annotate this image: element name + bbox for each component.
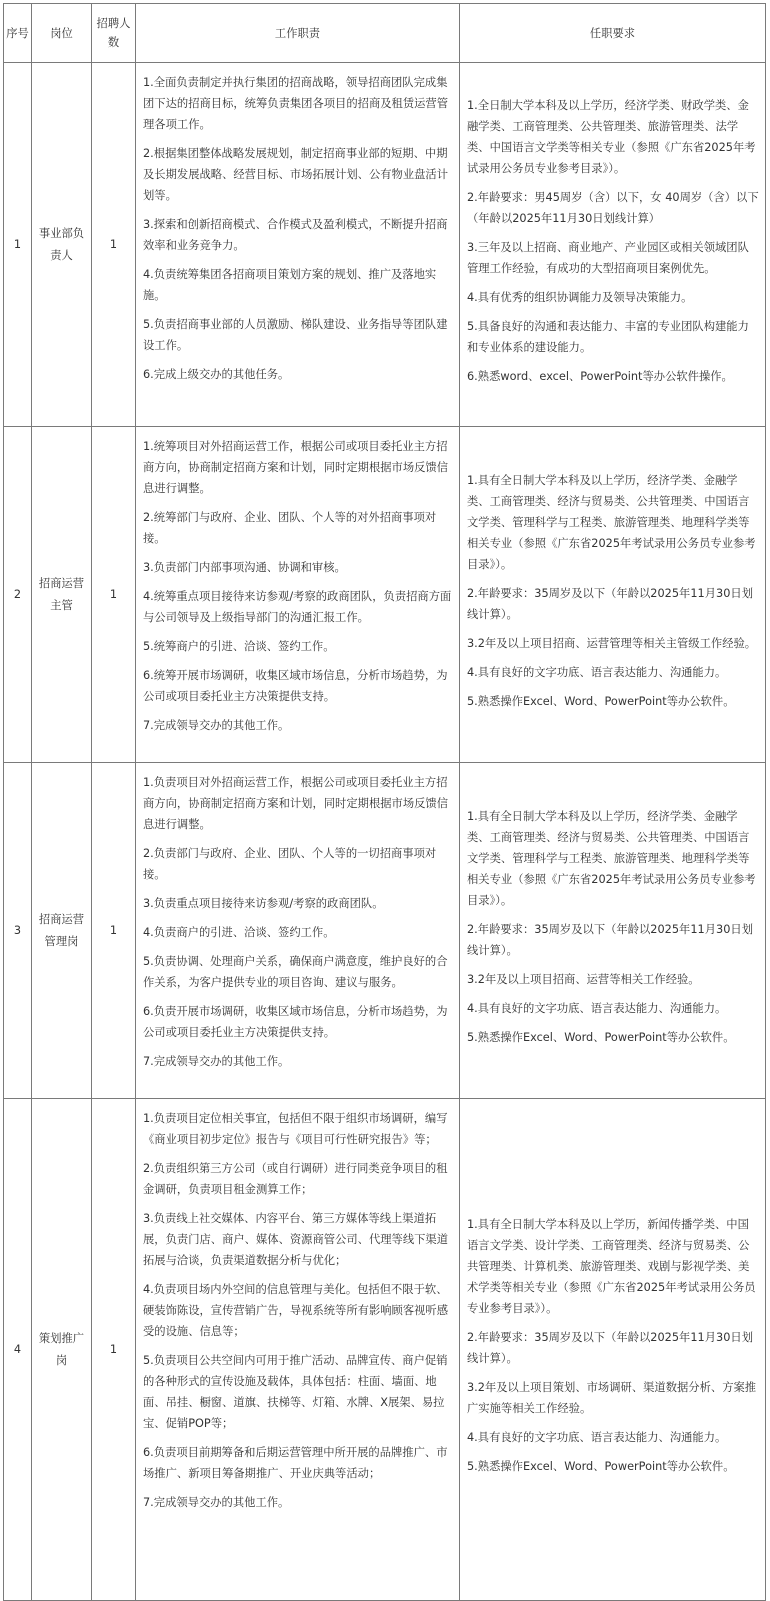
row-count: 1 bbox=[92, 427, 136, 763]
requirement-item: 3.三年及以上招商、商业地产、产业园区或相关领域团队管理工作经验，有成功的大型招商项目案例优先。 bbox=[467, 240, 749, 275]
duty-item: 5.负责项目公共空间内可用于推广活动、品牌宣传、商户促销的各种形式的宣传设施及载体，具体包括：柱面、墙面、地面、吊挂、橱窗、道旗、扶梯等、灯箱、水牌、X展架、易拉宝、促销POP等； bbox=[143, 1354, 448, 1430]
duty-item: 7.完成领导交办的其他工作。 bbox=[143, 1496, 290, 1509]
duty-item: 2.统筹部门与政府、企业、团队、个人等的对外招商事项对接。 bbox=[143, 511, 437, 545]
duty-item: 3.负责线上社交媒体、内容平台、第三方媒体等线上渠道拓展，负责门店、商户、媒体、资源商管公司、代理等线下渠道拓展与洽谈，负责渠道数据分析与优化； bbox=[143, 1212, 449, 1267]
requirement-item: 5.具备良好的沟通和表达能力、丰富的专业团队构建能力和专业体系的建设能力。 bbox=[467, 319, 749, 354]
duty-item: 4.负责商户的引进、洽谈、签约工作。 bbox=[143, 926, 335, 939]
requirement-item: 1.具有全日制大学本科及以上学历，经济学类、金融学类、工商管理类、经济与贸易类、公共管理类、中国语言文学类、管理科学与工程类、旅游管理类、地理科学类等相关专业（参照《广东省2025年考试录用公务员专业参考目录》）。 bbox=[467, 473, 756, 571]
duty-item: 1.负责项目对外招商运营工作，根据公司或项目委托业主方招商方向，协商制定招商方案和计划，同时定期根据市场反馈信息进行调整。 bbox=[143, 776, 449, 831]
position-label: 招商运营管理岗 bbox=[38, 912, 85, 948]
duty-item: 5.负责招商事业部的人员激励、梯队建设、业务指导等团队建设工作。 bbox=[143, 318, 448, 352]
requirement-item: 1.具有全日制大学本科及以上学历，经济学类、金融学类、工商管理类、经济与贸易类、公共管理类、中国语言文学类、管理科学与工程类、旅游管理类、地理科学类等相关专业（参照《广东省2025年考试录用公务员专业参考目录》）。 bbox=[467, 809, 756, 907]
row-requirements bbox=[460, 427, 766, 763]
recruitment-table bbox=[3, 3, 766, 1601]
duty-item: 6.统筹开展市场调研，收集区域市场信息，分析市场趋势，为公司或项目委托业主方决策提供支持。 bbox=[143, 669, 448, 703]
row-duties bbox=[136, 63, 460, 427]
row-position bbox=[32, 427, 92, 763]
duty-item: 6.完成上级交办的其他任务。 bbox=[143, 368, 290, 381]
duty-item: 4.负责项目场内外空间的信息管理与美化。包括但不限于软、硬装饰陈设，宣传营销广告，导视系统等所有影响顾客视听感受的设施、信息等； bbox=[143, 1283, 449, 1338]
requirement-item: 1.全日制大学本科及以上学历，经济学类、财政学类、金融学类、工商管理类、公共管理类、旅游管理类、法学类、中国语言文学类等相关专业（参照《广东省2025年考试录用公务员专业参考目录》）。 bbox=[467, 98, 756, 175]
table-row bbox=[4, 427, 766, 763]
requirement-item: 4.具有良好的文字功底、语言表达能力、沟通能力。 bbox=[467, 1001, 727, 1015]
duty-item: 2.负责部门与政府、企业、团队、个人等的一切招商事项对接。 bbox=[143, 847, 437, 881]
row-position bbox=[32, 63, 92, 427]
requirement-item: 3.2年及以上项目招商、运营等相关工作经验。 bbox=[467, 972, 700, 986]
header-position: 岗位 bbox=[32, 4, 92, 63]
duty-item: 1.负责项目定位相关事宜，包括但不限于组织市场调研，编写《商业项目初步定位》报告与《项目可行性研究报告》等； bbox=[143, 1112, 448, 1146]
table-header-row bbox=[4, 4, 766, 63]
duty-item: 7.完成领导交办的其他工作。 bbox=[143, 719, 290, 732]
duty-item: 1.统筹项目对外招商运营工作，根据公司或项目委托业主方招商方向，协商制定招商方案和计划，同时定期根据市场反馈信息进行调整。 bbox=[143, 440, 449, 495]
requirement-item: 5.熟悉操作Excel、Word、PowerPoint等办公软件。 bbox=[467, 694, 735, 708]
table-row bbox=[4, 1099, 766, 1601]
position-label: 招商运营主管 bbox=[38, 576, 85, 612]
duty-item: 1.全面负责制定并执行集团的招商战略，领导招商团队完成集团下达的招商目标，统筹负责集团各项目的招商及租赁运营管理各项工作。 bbox=[143, 76, 449, 131]
requirement-item: 4.具有良好的文字功底、语言表达能力、沟通能力。 bbox=[467, 665, 727, 679]
position-label: 策划推广岗 bbox=[38, 1331, 85, 1367]
duty-item: 3.负责部门内部事项沟通、协调和审核。 bbox=[143, 561, 346, 574]
duty-item: 6.负责项目前期筹备和后期运营管理中所开展的品牌推广、市场推广、新项目筹备期推广、开业庆典等活动； bbox=[143, 1446, 448, 1480]
duty-item: 6.负责开展市场调研，收集区域市场信息，分析市场趋势，为公司或项目委托业主方决策提供支持。 bbox=[143, 1005, 448, 1039]
requirement-item: 3.2年及以上项目策划、市场调研、渠道数据分析、方案推广实施等相关工作经验。 bbox=[467, 1381, 757, 1415]
row-requirements bbox=[460, 763, 766, 1099]
duty-item: 5.统筹商户的引进、洽谈、签约工作。 bbox=[143, 640, 335, 653]
row-num: 3 bbox=[4, 763, 32, 1099]
requirement-item: 2.年龄要求：35周岁及以下（年龄以2025年11月30日划线计算）。 bbox=[467, 922, 753, 957]
requirement-item: 4.具有优秀的组织协调能力及领导决策能力。 bbox=[467, 290, 693, 304]
duty-item: 5.负责协调、处理商户关系，确保商户满意度，维护良好的合作关系，为客户提供专业的项目咨询、建议与服务。 bbox=[143, 955, 448, 989]
row-duties bbox=[136, 427, 460, 763]
header-count: 招聘人数 bbox=[92, 4, 136, 63]
duty-item: 2.负责组织第三方公司（或自行调研）进行同类竞争项目的租金调研，负责项目租金测算工作； bbox=[143, 1162, 448, 1196]
row-requirements bbox=[460, 1099, 766, 1601]
duty-item: 3.负责重点项目接待来访参观/考察的政商团队。 bbox=[143, 897, 384, 910]
row-count: 1 bbox=[92, 763, 136, 1099]
requirement-item: 3.2年及以上项目招商、运营管理等相关主管级工作经验。 bbox=[467, 636, 757, 650]
requirement-item: 2.年龄要求：35周岁及以下（年龄以2025年11月30日划线计算）。 bbox=[467, 586, 753, 621]
header-num: 序号 bbox=[4, 4, 32, 63]
position-label: 事业部负责人 bbox=[38, 226, 85, 262]
header-duties: 工作职责 bbox=[136, 4, 460, 63]
header-requirements: 任职要求 bbox=[460, 4, 766, 63]
row-position bbox=[32, 763, 92, 1099]
requirement-item: 2.年龄要求：男45周岁（含）以下，女 40周岁（含）以下（年龄以2025年11月30日划线计算） bbox=[467, 190, 759, 225]
row-num: 2 bbox=[4, 427, 32, 763]
duty-item: 7.完成领导交办的其他工作。 bbox=[143, 1055, 290, 1068]
requirement-item: 6.熟悉word、excel、PowerPoint等办公软件操作。 bbox=[467, 369, 733, 383]
requirement-item: 5.熟悉操作Excel、Word、PowerPoint等办公软件。 bbox=[467, 1030, 735, 1044]
requirement-item: 4.具有良好的文字功底、语言表达能力、沟通能力。 bbox=[467, 1431, 727, 1444]
row-duties bbox=[136, 763, 460, 1099]
row-requirements bbox=[460, 63, 766, 427]
row-count: 1 bbox=[92, 63, 136, 427]
row-num: 4 bbox=[4, 1099, 32, 1601]
duty-item: 4.负责统筹集团各招商项目策划方案的规划、推广及落地实施。 bbox=[143, 268, 437, 302]
requirement-item: 1.具有全日制大学本科及以上学历，新闻传播学类、中国语言文学类、设计学类、工商管理类、经济与贸易类、公共管理类、计算机类、旅游管理类、戏剧与影视学类、美术学类等相关专业（参照《广东省2025年考试录用公务员专业参考目录》）。 bbox=[467, 1218, 756, 1315]
row-num: 1 bbox=[4, 63, 32, 427]
requirement-item: 5.熟悉操作Excel、Word、PowerPoint等办公软件。 bbox=[467, 1460, 735, 1473]
requirement-item: 2.年龄要求：35周岁及以下（年龄以2025年11月30日划线计算）。 bbox=[467, 1331, 753, 1365]
table-row bbox=[4, 763, 766, 1099]
row-count: 1 bbox=[92, 1099, 136, 1601]
duty-item: 4.统筹重点项目接待来访参观/考察的政商团队，负责招商方面与公司领导及上级指导部门的沟通汇报工作。 bbox=[143, 590, 452, 624]
duty-item: 3.探索和创新招商模式、合作模式及盈利模式，不断提升招商效率和业务竞争力。 bbox=[143, 218, 448, 252]
duty-item: 2.根据集团整体战略发展规划，制定招商事业部的短期、中期及长期发展战略、经营目标、市场拓展计划、公有物业盘活计划等。 bbox=[143, 147, 449, 202]
table-row bbox=[4, 63, 766, 427]
row-duties bbox=[136, 1099, 460, 1601]
row-position bbox=[32, 1099, 92, 1601]
